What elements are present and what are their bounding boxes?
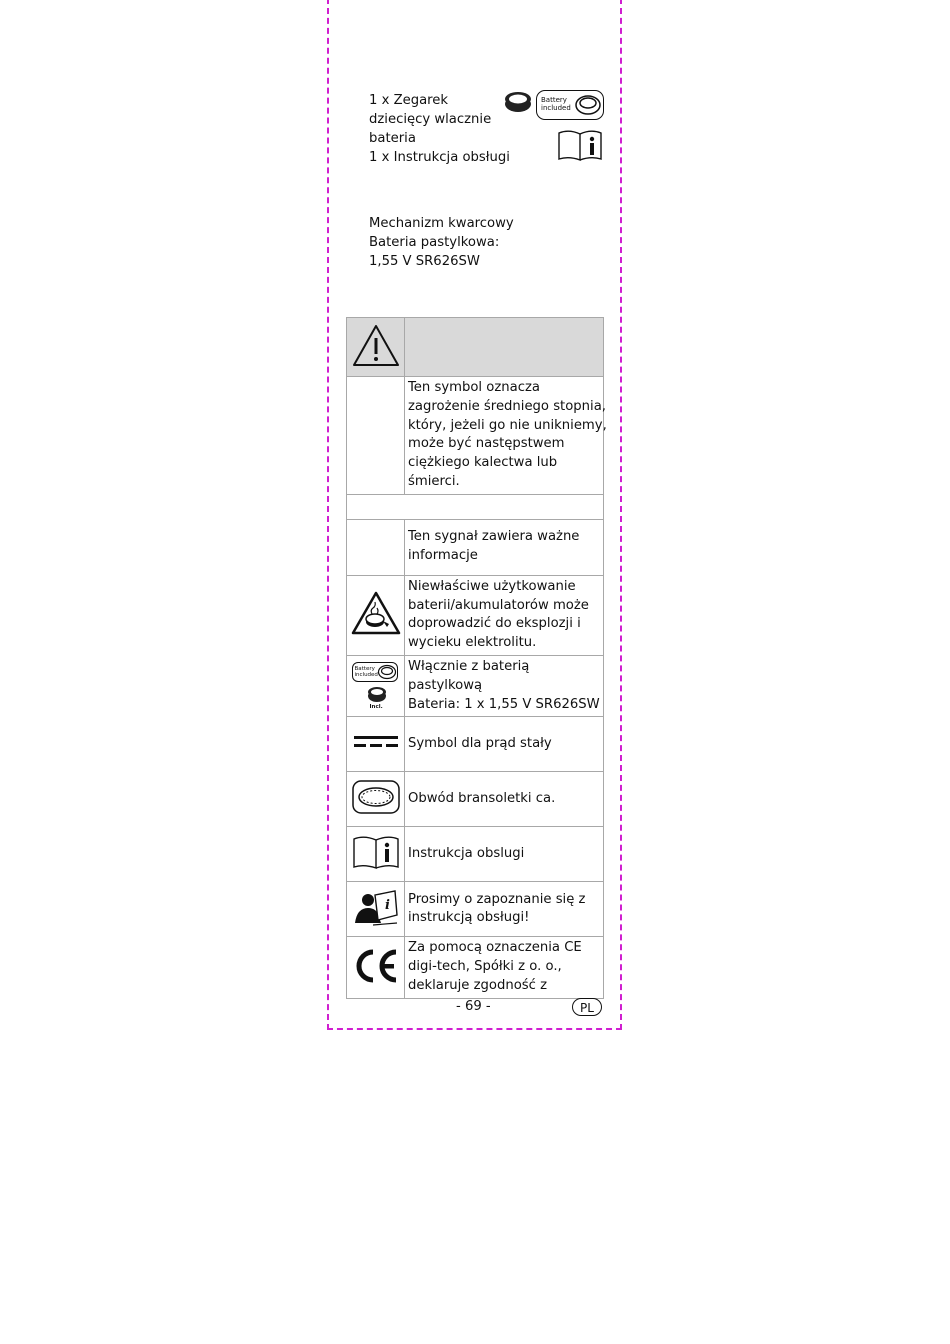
package-contents xyxy=(369,91,510,167)
specifications xyxy=(369,214,514,271)
contents-line: dziecięcy wlacznie xyxy=(369,112,492,127)
icon-cell xyxy=(347,655,405,716)
bracelet-circumference-icon xyxy=(351,778,401,816)
table-row xyxy=(347,882,604,937)
table-row xyxy=(347,519,604,575)
icon-cell xyxy=(347,377,405,495)
contents-line: bateria xyxy=(369,131,416,146)
icon-cell xyxy=(347,519,405,575)
coin-battery-icon xyxy=(366,685,388,703)
svg-text:i: i xyxy=(384,898,390,914)
table-row xyxy=(347,717,604,772)
table-row xyxy=(347,772,604,827)
table-row xyxy=(347,937,604,998)
table-row xyxy=(347,827,604,882)
spacer-cell xyxy=(347,494,604,519)
coin-battery-icon xyxy=(503,90,533,114)
description-cell: Instrukcja obslugi xyxy=(405,827,604,882)
warning-triangle-icon xyxy=(351,322,401,368)
spec-line: Mechanizm kwarcowy xyxy=(369,216,514,231)
description-cell: Włącznie z baterią pastylkową Bateria: 1 x 1,55 V SR626SW xyxy=(405,655,604,716)
battery-included-badge xyxy=(536,90,604,120)
table-header-row xyxy=(347,318,604,377)
direct-current-icon xyxy=(351,732,401,752)
coin-battery-icon xyxy=(574,93,602,117)
table-header-icon-cell xyxy=(347,318,405,377)
icon-cell xyxy=(347,937,405,998)
description-cell: Obwód bransoletki ca. xyxy=(405,772,604,827)
contents-line: 1 x Zegarek xyxy=(369,93,449,108)
page-number: - 69 - xyxy=(456,999,491,1014)
description-cell: Prosimy o zapoznanie się z instrukcją obsługi! xyxy=(405,882,604,937)
table-row xyxy=(347,377,604,495)
badge-text: Battery included xyxy=(541,96,571,112)
description-cell: Symbol dla prąd stały xyxy=(405,717,604,772)
battery-explosion-warning-icon xyxy=(351,590,401,636)
ce-mark-icon xyxy=(351,946,401,986)
coin-battery-icon xyxy=(377,664,397,680)
icon-cell xyxy=(347,772,405,827)
table-row xyxy=(347,575,604,655)
language-badge: PL xyxy=(572,998,602,1016)
spec-line: Bateria pastylkowa: xyxy=(369,235,500,250)
contents-line: 1 x Instrukcja obsługi xyxy=(369,150,510,165)
description-cell: Niewłaściwe użytkowanie baterii/akumulatorów może doprowadzić do eksplozji i wycieku elektrolitu. xyxy=(405,575,604,655)
icon-cell xyxy=(347,717,405,772)
icon-cell xyxy=(347,575,405,655)
manual-book-icon xyxy=(556,127,604,163)
table-spacer-row xyxy=(347,494,604,519)
icon-cell xyxy=(347,827,405,882)
description-cell: Ten symbol oznacza zagrożenie średniego stopnia, który, jeżeli go nie unikniemy, może być następstwem ciężkiego kalectwa lub śmierci. xyxy=(405,377,604,495)
symbol-table xyxy=(346,317,607,999)
table-row xyxy=(347,655,604,716)
description-cell: Ten sygnał zawiera ważne informacje xyxy=(405,519,604,575)
battery-included-badge: Battery included xyxy=(352,662,398,682)
manual-book-icon xyxy=(351,833,401,871)
read-manual-person-icon xyxy=(351,887,401,927)
battery-included-icon xyxy=(351,659,401,713)
spec-line: 1,55 V SR626SW xyxy=(369,254,480,269)
description-cell: Za pomocą oznaczenia CE digi-tech, Spółki z o. o., deklaruje zgodność z xyxy=(405,937,604,998)
table-header-text-cell xyxy=(405,318,604,377)
icon-cell xyxy=(347,882,405,937)
coin-label: Incl. xyxy=(369,704,383,711)
